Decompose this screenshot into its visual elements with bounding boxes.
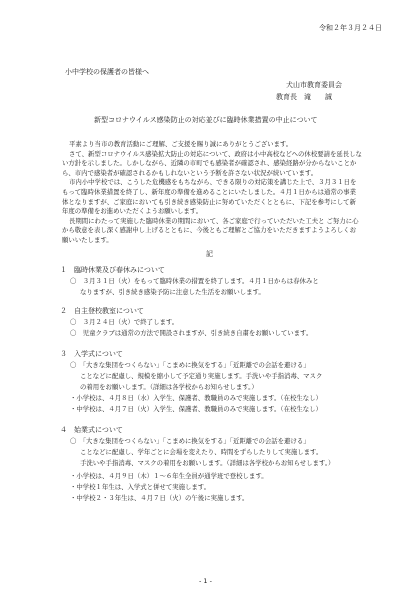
issuer-name: 教育長 滝 誠 (276, 93, 332, 101)
page-number: - 1 - (199, 577, 212, 585)
section-title: ３ 入学式について (60, 350, 123, 358)
section-line: 〇 「大きな集団をつくらない」「こまめに換気をする」「近距離での会話を避ける」 (70, 437, 310, 445)
body-paragraph: さて、新型コロナウイルス感染拡大防止の対応について、政府は小中高校などへの休校要請を延長しない方針を示しました。しかしながら、近隣の市町でも感染者が確認され、感染経路が分からないことから、市内で感染者が確認されるかもしれないという予断を許さない状況が続いています。 (62, 149, 362, 177)
section-line: ことなどに配慮し、規模を縮小して予定通り実施します。手洗いや手指消毒、マスク (80, 372, 323, 380)
section-line: 〇 ３月３１日（火）をもって臨時休業の措置を終了します。４月１日からは春休みと (70, 277, 319, 285)
body-text (62, 140, 362, 246)
section-line: ・小学校は、４月９日（木）１～６年生全員が通学班で登校します。 (70, 472, 268, 480)
section-line: の着用をお願いします。（詳細は各学校からお知らせします。） (80, 383, 258, 391)
section-line: ことなどに配慮し、学年ごとに会場を変えたり、時間をずらしたりして実施します。 (80, 448, 323, 456)
section-line: 〇 「大きな集団をつくらない」「こまめに換気をする」「近距離での会話を避ける」 (70, 361, 310, 369)
issuer-organization: 犬山市教育委員会 (286, 81, 342, 89)
section-line: 手洗いや手指消毒、マスクの着用をお願いします。（詳細は各学校からお知らせします。） (80, 459, 335, 467)
section-line: 〇 ３月２４日（火）で終了します。 (70, 318, 179, 326)
section-line: ・中学校は、４月７日（火）入学生、保護者、教職員のみで実施します。（在校生なし） (70, 405, 322, 413)
section-line: ・小学校は、４月８日（水）入学生、保護者、教職員のみで実施します。（在校生なし） (70, 394, 322, 402)
body-paragraph: 平素より当市の教育活動にご理解、ご支援を賜り誠にありがとうございます。 (69, 140, 293, 148)
addressee: 小中学校の保護者の皆様へ (65, 68, 149, 76)
ki-heading: 記 (206, 250, 213, 258)
document-date: 令和２年３月２４日 (319, 24, 382, 32)
document-subject: 新型コロナウイルス感染防止の対応並びに臨時休業措置の中止について (94, 116, 318, 124)
section-line: ・中学校１年生は、入学式と併せて実施します。 (70, 483, 211, 491)
section-line: 〇 児童クラブは通常の方法で開設されますが、引き続き自粛をお願いしています。 (70, 329, 313, 337)
section-title: ４ 始業式について (60, 426, 123, 434)
body-paragraph: 長期間にわたって実施した臨時休業の期間において、各ご家庭で行っていただいた工夫と ご努力に心から敬意を表し深く感謝申し上げるとともに、今後ともご理解とご協力をいただきますようよろしくお願いいたします。 (62, 216, 359, 244)
section-title: ２ 自主登校教室について (60, 307, 144, 315)
section-line: なりますが、引き続き感染予防に注意した生活をお願いします。 (80, 288, 265, 296)
body-paragraph: 市内小中学校では、こうした危機感をもちながら、できる限りの対応策を講じた上で、３月３１日をもって臨時休業措置を終了し、新年度の準備を進めることにいたしました。４月１日からは通常の事業体となりますが、ご家庭においても引き続き感染防止に努めていただくとともに、下記を参考にして新年度の準備をお進めいただくようお願いします。 (62, 178, 357, 216)
section-title: １ 臨時休業及び春休みについて (60, 266, 165, 274)
section-line: ・中学校２・３年生は、４月７日（火）の午後に実施します。 (70, 494, 249, 502)
